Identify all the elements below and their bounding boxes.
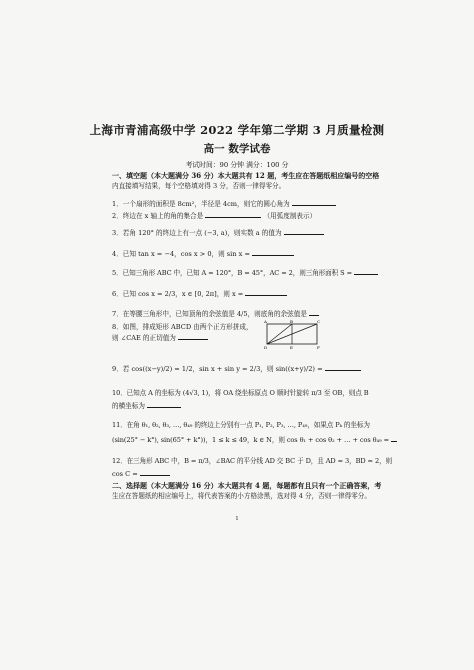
question-2-text: 2．终边在 x 轴上的角的集合是 [112,212,204,220]
section1-heading: 一、填空题（本大题满分 36 分）本大题共有 12 题，考生应在答题纸相应编号的空格 [112,171,380,180]
question-6-text: 6．已知 cos x = 2/3，x ∈ [0, 2π]，则 x = [112,290,244,298]
figure-label-e: E [290,345,293,350]
answer-blank-4 [252,249,294,256]
page-number: 1 [235,516,239,522]
question-3 [112,228,362,237]
answer-blank-8 [178,333,208,340]
question-12-text: 12．在三角形 ABC 中，B = π/3，∠BAC 的平分线 AD 交 BC 于 D，且 AD = 3，BD = 2，则 [112,457,393,465]
section2-heading: 二、选择题（本大题满分 16 分）本大题共有 4 题，每题都有且只有一个正确答案，考 [112,481,382,490]
section2-heading-cont: 生应在答题纸的相应编号上，将代表答案的小方格涂黑，选对得 4 分，否则一律得零分。 [112,492,371,500]
question-2 [112,211,362,220]
question-11-cont [112,435,389,444]
figure-label-a: A [264,319,267,324]
answer-blank-1 [292,199,336,206]
question-9 [112,364,362,373]
exam-subtitle: 高一 数学试卷 [203,143,271,155]
question-5-text: 5．已知三角形 ABC 中，已知 A = 120°，B = 45°，AC = 2，则三角形面积 S = [112,269,353,277]
question-10-text: 10．已知点 A 的坐标为 (4√3, 1)，将 OA 绕坐标原点 O 顺时针旋转 π/3 至 OB，则点 B [112,389,369,397]
question-8-cont-text: 则 ∠CAE 的正切值为 [112,334,176,342]
question-8-cont [112,333,262,342]
question-12 [112,457,393,465]
answer-blank-11 [391,435,397,442]
answer-blank-5 [354,268,378,275]
section1-heading-cont: 内直接填写结果，每个空格填对得 3 分，否则一律得零分。 [112,182,286,190]
question-8 [112,323,262,331]
exam-meta: 考试时间：90 分钟 满分：100 分 [185,161,289,169]
rectangle-figure [264,318,322,350]
figure-label-f: F [317,345,320,350]
figure-label-c: C [317,319,321,324]
answer-blank-12 [140,469,170,476]
question-12-cont [112,469,362,478]
figure-diagonal-2 [267,324,292,344]
figure-label-b: B [290,319,293,324]
answer-blank-10 [147,401,181,408]
question-2-suffix: （用弧度制表示） [263,212,317,220]
question-7 [112,309,307,318]
answer-blank-6 [245,289,287,296]
question-5 [112,268,362,277]
question-9-text: 9．若 cos((x−y)/2) = 1/2，sin x + sin y = 2/3，则 sin((x+y)/2) = [112,365,323,373]
figure-label-d: D [264,345,268,350]
question-10-cont-text: 的横坐标为 [112,402,145,410]
exam-title: 上海市青浦高级中学 2022 学年第二学期 3 月质量检测 [89,123,385,137]
question-6 [112,289,362,298]
question-8-text: 8．如图，排成矩形 ABCD 由两个正方形拼成， [112,323,253,331]
answer-blank-9 [325,364,361,371]
question-1 [112,199,362,208]
question-11-text: 11．在角 θ₁, θ₂, θ₃, …, θ₄₉ 的终边上分别有一点 P₁, P₂, P₃, …, P₄₉，如果点 Pₖ 的坐标为 [112,421,370,429]
question-10 [112,389,369,397]
question-11 [112,421,370,429]
question-4 [112,249,362,258]
question-7-text: 7．在等腰三角形中，已知顶角的余弦值是 4/5，则底角的余弦值是 [112,310,307,318]
question-12-cont-text: cos C = [112,470,138,478]
question-10-cont [112,401,362,410]
answer-blank-3 [284,228,324,235]
answer-blank-7 [309,309,319,316]
question-1-text: 1．一个扇形的面积是 8cm²，半径是 4cm，则它的圆心角为 [112,200,290,208]
question-11-cont-text: (sin(25° − k°), sin(65° + k°))，1 ≤ k ≤ 49，k ∈ N，则 cos θ₁ + cos θ₂ + … + cos θ₄₉ = [112,436,389,444]
question-4-text: 4．已知 tan x = −4，cos x > 0，则 sin x = [112,250,250,258]
answer-blank-2 [205,211,261,218]
question-3-text: 3．若角 120° 的终边上有一点 (−3, a)，则实数 a 的值为 [112,229,282,237]
